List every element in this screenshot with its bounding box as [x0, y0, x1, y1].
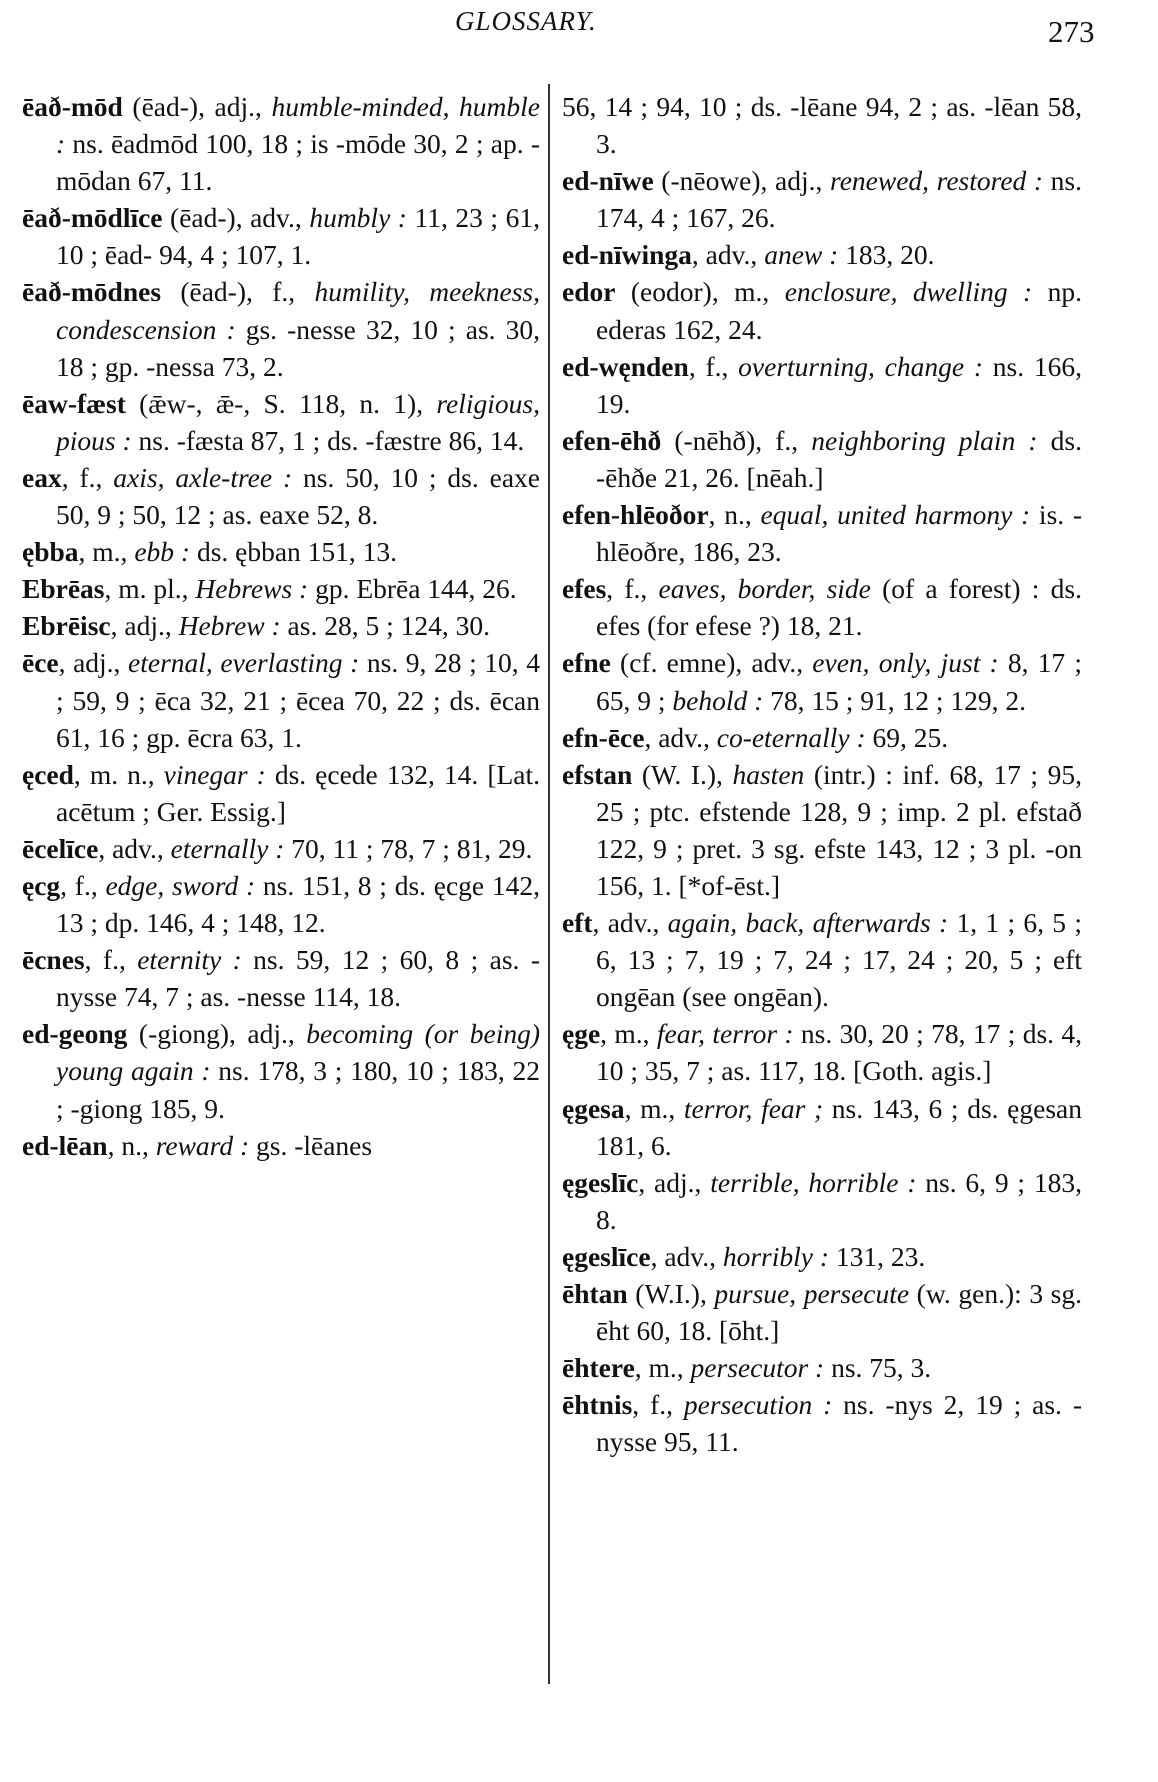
- entry-text: , n.,: [107, 1129, 156, 1161]
- entry-text: (ǣw-, ǣ-, S. 118, n. 1),: [125, 387, 437, 419]
- entry-gloss: renewed, restored :: [830, 165, 1044, 197]
- glossary-entry: [562, 88, 1082, 162]
- right-column: [562, 88, 1082, 1460]
- entry-gloss: fear, terror :: [656, 1018, 794, 1050]
- glossary-entry: [22, 88, 540, 199]
- entry-headword: eft: [562, 907, 593, 939]
- entry-text: 131, 23.: [829, 1240, 926, 1272]
- entry-headword: ed-geong: [22, 1018, 128, 1050]
- entry-text: , m. n.,: [73, 758, 164, 790]
- entry-headword: eax: [22, 461, 62, 493]
- glossary-entry: [22, 644, 540, 755]
- entry-headword: ēhtan: [562, 1278, 628, 1309]
- entry-headword: ed-nīwinga: [562, 239, 692, 271]
- entry-gloss: ebb :: [134, 536, 191, 568]
- entry-text: gp. Ebrēa 144, 26.: [308, 573, 517, 605]
- entry-gloss: becoming (or being) young again :: [56, 1018, 540, 1087]
- entry-text: , adv.,: [644, 721, 717, 753]
- entry-text: ns. 50, 10 ; ds. eaxe 50, 9 ; 50, 12 ; as. eaxe 52, 8.: [56, 461, 540, 531]
- glossary-entry: [562, 1349, 1082, 1386]
- glossary-entry: [22, 1127, 540, 1164]
- entry-gloss: terror, fear ;: [683, 1092, 824, 1124]
- entry-text: , f.,: [606, 573, 659, 605]
- glossary-entry: [562, 644, 1082, 718]
- entry-text: ns. 59, 12 ; 60, 8 ; as. -nysse 74, 7 ; as. -nesse 114, 18.: [56, 944, 540, 1013]
- entry-headword: efen-hlēoðor: [562, 499, 709, 531]
- entry-text: (of a forest) : ds. efes (for efese ?) 18, 21.: [596, 573, 1082, 642]
- entry-text: ns. 75, 3.: [824, 1352, 932, 1384]
- entry-text: ds. ębban 151, 13.: [190, 536, 398, 568]
- glossary-entry: [562, 1164, 1082, 1238]
- entry-text: 69, 25.: [865, 721, 949, 753]
- entry-text: ns. 178, 3 ; 180, 10 ; 183, 22 ; -giong 185, 9.: [56, 1055, 540, 1124]
- glossary-entry: [562, 1015, 1082, 1089]
- entry-gloss: terrible, horrible :: [710, 1166, 917, 1198]
- glossary-entry: [562, 1275, 1082, 1349]
- glossary-entry: [22, 199, 540, 273]
- entry-gloss: equal, united harmony :: [760, 499, 1031, 531]
- entry-text: ds. -ēhðe 21, 26. [nēah.]: [596, 424, 1082, 493]
- entry-text: , m. pl.,: [104, 573, 196, 605]
- entry-headword: ēce: [22, 647, 59, 679]
- entry-gloss: again, back, afterwards :: [667, 907, 949, 939]
- entry-headword: ed-nīwe: [562, 165, 654, 197]
- entry-gloss: anew :: [764, 239, 839, 271]
- entry-text: gs. -lēanes: [249, 1129, 373, 1161]
- entry-gloss: eaves, border, side: [658, 573, 871, 605]
- entry-headword: ęgeslīce: [562, 1240, 651, 1272]
- glossary-entry: [22, 756, 540, 830]
- entry-gloss: persecutor :: [690, 1352, 825, 1384]
- entry-gloss: pursue, persecute: [714, 1278, 910, 1309]
- glossary-entry: [562, 570, 1082, 644]
- entry-text: , f.,: [688, 350, 739, 382]
- glossary-entry: [22, 570, 540, 607]
- glossary-entry: [562, 496, 1082, 570]
- entry-text: ns. 174, 4 ; 167, 26.: [596, 165, 1083, 234]
- entry-text: , adj.,: [638, 1166, 711, 1198]
- entry-text: (-nēhð), f.,: [661, 424, 812, 456]
- glossary-entry: [22, 533, 540, 570]
- entry-text: (ēad-), f.,: [161, 276, 315, 308]
- entry-gloss: hasten: [732, 758, 805, 790]
- glossary-entry: [562, 719, 1082, 756]
- entry-headword: ēað-mōdnes: [22, 276, 162, 308]
- entry-text: 11, 23 ; 61, 10 ; ēad- 94, 4 ; 107, 1.: [56, 202, 540, 271]
- entry-text: 56, 14 ; 94, 10 ; ds. -lēane 94, 2 ; as. -lēan 58, 3.: [562, 91, 1082, 160]
- entry-text: 1, 1 ; 6, 5 ; 6, 13 ; 7, 19 ; 7, 24 ; 17, 24 ; 20, 5 ; eft ongēan (see ongēan).: [596, 907, 1082, 1013]
- entry-gloss: vinegar :: [163, 758, 266, 790]
- glossary-entry: [22, 867, 540, 941]
- entry-gloss: horribly :: [722, 1240, 830, 1272]
- glossary-entry: [22, 385, 540, 459]
- entry-headword: ēcnes: [22, 944, 85, 976]
- entry-text: , m.,: [634, 1352, 691, 1384]
- entry-text: , f.,: [60, 869, 106, 901]
- entry-text: , m.,: [600, 1018, 657, 1050]
- entry-headword: ēaw-fæst: [22, 387, 126, 419]
- entry-text: ns. 6, 9 ; 183, 8.: [596, 1166, 1082, 1235]
- entry-text: , adv.,: [691, 239, 765, 271]
- entry-text: (ēad-), adv.,: [162, 202, 310, 234]
- entry-text: , adv.,: [98, 832, 171, 864]
- glossary-entry: [562, 273, 1082, 347]
- glossary-entry: [562, 422, 1082, 496]
- entry-text: , f.,: [61, 461, 114, 493]
- entry-gloss: persecution :: [683, 1389, 833, 1421]
- entry-headword: Ebrēas: [22, 573, 105, 605]
- entry-text: gs. -nesse 32, 10 ; as. 30, 18 ; gp. -nessa 73, 2.: [56, 313, 540, 382]
- entry-text: (intr.) : inf. 68, 17 ; 95, 25 ; ptc. efstende 128, 9 ; imp. 2 pl. efstað 122, 9 ; pret. 3 sg. efste 143, 12 ; 3 pl. -on 156, 1. [*of-ēst.]: [596, 758, 1082, 901]
- entry-text: , m.,: [78, 536, 135, 568]
- left-column: [22, 88, 540, 1164]
- entry-text: (eodor), m.,: [615, 276, 785, 308]
- entry-text: 183, 20.: [838, 239, 935, 271]
- page-number: 273: [1048, 14, 1095, 49]
- entry-text: ns. -fæsta 87, 1 ; ds. -fæstre 86, 14.: [131, 424, 525, 456]
- entry-text: , n.,: [708, 499, 761, 531]
- entry-headword: ed-lēan: [22, 1129, 108, 1161]
- glossary-entry: [22, 1015, 540, 1126]
- entry-gloss: Hebrews :: [195, 573, 309, 605]
- entry-gloss: eternal, everlasting :: [128, 647, 360, 679]
- entry-gloss: eternally :: [170, 832, 285, 864]
- entry-headword: ębba: [22, 536, 79, 568]
- entry-text: , m.,: [624, 1092, 684, 1124]
- entry-text: , f.,: [84, 944, 138, 976]
- entry-text: (-giong), adj.,: [127, 1018, 307, 1050]
- glossary-entry: [562, 904, 1082, 1015]
- entry-gloss: humbly :: [309, 202, 407, 234]
- glossary-entry: [22, 273, 540, 384]
- entry-headword: ed-węnden: [562, 350, 689, 382]
- entry-text: (cf. emne), adv.,: [610, 647, 813, 679]
- entry-headword: ęge: [562, 1018, 601, 1050]
- running-head: GLOSSARY.: [455, 6, 597, 36]
- entry-gloss: overturning, change :: [738, 350, 983, 382]
- entry-text: ns. 30, 20 ; 78, 17 ; ds. 4, 10 ; 35, 7 ; as. 117, 18. [Goth. agis.]: [596, 1018, 1083, 1087]
- entry-text: (W.I.),: [627, 1278, 715, 1309]
- entry-text: is. -hlēoðre, 186, 23.: [596, 499, 1083, 568]
- entry-gloss: eternity :: [137, 944, 242, 976]
- entry-headword: ęced: [22, 758, 74, 790]
- entry-text: ns. 9, 28 ; 10, 4 ; 59, 9 ; ēca 32, 21 ; ēcea 70, 22 ; ds. ēcan 61, 16 ; gp. ēcra 63, 1.: [56, 647, 540, 753]
- entry-gloss: behold :: [672, 684, 764, 716]
- entry-headword: ęgeslīc: [562, 1166, 639, 1198]
- entry-text: np. ederas 162, 24.: [596, 276, 1082, 345]
- glossary-entry: [22, 607, 540, 644]
- glossary-entry: [22, 941, 540, 1015]
- entry-text: , adv.,: [592, 907, 668, 939]
- entry-gloss: enclosure, dwelling :: [784, 276, 1033, 308]
- entry-headword: efne: [562, 647, 611, 679]
- entry-gloss: co-eternally :: [716, 721, 866, 753]
- entry-text: , adv.,: [650, 1240, 723, 1272]
- entry-gloss: humility, meekness, condescension :: [56, 276, 541, 345]
- entry-headword: ęgesa: [562, 1092, 625, 1124]
- entry-text: ns. -nys 2, 19 ; as. -nysse 95, 11.: [596, 1389, 1082, 1458]
- entry-headword: ēcelīce: [22, 832, 99, 864]
- entry-headword: efes: [562, 573, 607, 605]
- entry-gloss: edge, sword :: [105, 869, 256, 901]
- glossary-entry: [22, 459, 540, 533]
- entry-text: (-nēowe), adj.,: [653, 165, 831, 197]
- entry-text: 70, 11 ; 78, 7 ; 81, 29.: [284, 832, 533, 864]
- entry-headword: efen-ēhð: [562, 424, 662, 456]
- entry-headword: edor: [562, 276, 616, 308]
- entry-text: ns. ēadmōd 100, 18 ; is -mōde 30, 2 ; ap. -mōdan 67, 11.: [56, 128, 540, 197]
- entry-text: 8, 17 ; 65, 9 ;: [596, 647, 1083, 716]
- entry-text: , adj.,: [58, 647, 129, 679]
- entry-headword: ēhtere: [562, 1352, 635, 1384]
- entry-text: ds. ęcede 132, 14. [Lat. acētum ; Ger. Essig.]: [56, 758, 540, 827]
- column-divider: [548, 84, 550, 1684]
- entry-headword: efstan: [562, 758, 633, 790]
- glossary-entry: [562, 1238, 1082, 1275]
- glossary-entry: [562, 1090, 1082, 1164]
- entry-headword: efn-ēce: [562, 721, 645, 753]
- entry-headword: ęcg: [22, 869, 61, 901]
- glossary-entry: [562, 756, 1082, 904]
- entry-gloss: reward :: [155, 1129, 250, 1161]
- entry-text: (ēad-), adj.,: [122, 91, 272, 122]
- entry-text: , adj.,: [110, 610, 179, 642]
- entry-text: (W. I.),: [632, 758, 733, 790]
- entry-text: (w. gen.): 3 sg. ēht 60, 18. [ōht.]: [596, 1278, 1082, 1347]
- entry-gloss: religious, pious :: [56, 387, 540, 456]
- glossary-entry: [562, 162, 1082, 236]
- glossary-entry: [22, 830, 540, 867]
- entry-gloss: neighboring plain :: [811, 424, 1038, 456]
- entry-gloss: axis, axle-tree :: [113, 461, 293, 493]
- glossary-entry: [562, 1386, 1082, 1460]
- entry-gloss: even, only, just :: [812, 647, 999, 679]
- entry-text: ns. 143, 6 ; ds. ęgesan 181, 6.: [596, 1092, 1082, 1161]
- entry-headword: Ebrēisc: [22, 610, 111, 642]
- entry-gloss: Hebrew :: [178, 610, 281, 642]
- glossary-entry: [562, 236, 1082, 273]
- entry-text: ns. 166, 19.: [596, 350, 1082, 419]
- entry-text: ns. 151, 8 ; ds. ęcge 142, 13 ; dp. 146, 4 ; 148, 12.: [56, 869, 540, 939]
- entry-text: 78, 15 ; 91, 12 ; 129, 2.: [763, 684, 1027, 716]
- entry-text: as. 28, 5 ; 124, 30.: [280, 610, 490, 642]
- entry-headword: ēað-mōd: [22, 91, 123, 122]
- entry-headword: ēhtnis: [562, 1389, 633, 1421]
- entry-gloss: humble-minded, humble :: [56, 91, 541, 160]
- entry-text: , f.,: [632, 1389, 684, 1421]
- glossary-entry: [562, 348, 1082, 422]
- entry-headword: ēað-mōdlīce: [22, 202, 163, 234]
